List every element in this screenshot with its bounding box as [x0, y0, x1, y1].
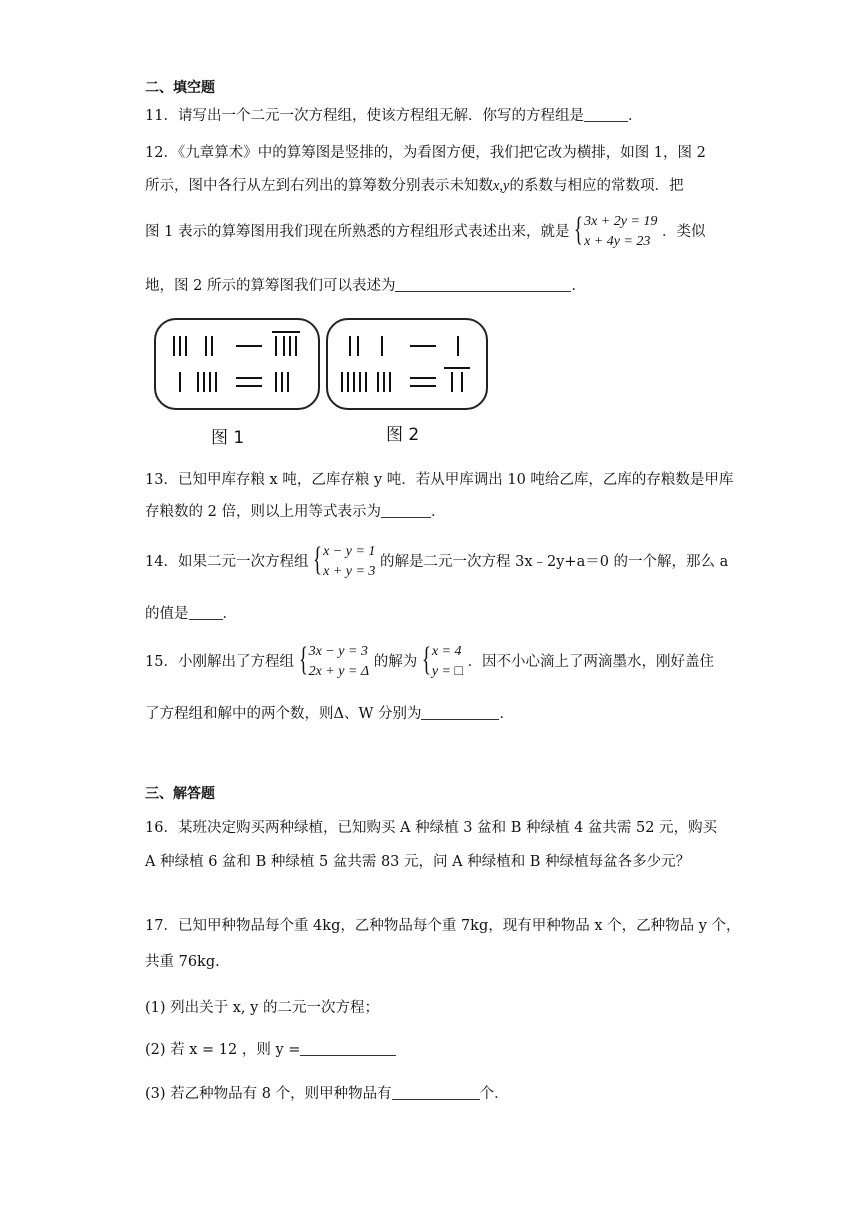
q14-line-2-text: 的值是 [145, 606, 189, 622]
q12-answer-blank[interactable] [395, 277, 571, 292]
q14-equation-system [313, 542, 375, 582]
q13-line-2-end: ． [430, 504, 446, 520]
q11-end: ． [627, 108, 643, 124]
q12-eq-1: 3x + 2y = 19 [584, 214, 658, 229]
q14-suffix: 的解是二元一次方程 3x﹣2y+a＝0 的一个解，那么 a [380, 554, 729, 570]
brace-icon: { [574, 211, 584, 248]
q15-mid: 的解为 [373, 654, 418, 670]
q17-line-2: 共重 76kg. [145, 954, 220, 970]
q12-line-3a: 图 1 表示的算筹图用我们现在所熟悉的方程组形式表述出来，就是 [145, 224, 570, 240]
q12-line-2b: 的系数与相应的常数项．把 [509, 178, 684, 194]
q13-line-1: 13．已知甲库存粮 x 吨，乙库存粮 y 吨．若从甲库调出 10 吨给乙库，乙库的存粮数是甲库 [145, 472, 734, 488]
q17-part-2-text: (2) 若 x = 12 ，则 y = [145, 1042, 301, 1058]
q15-line-2-text: 了方程组和解中的两个数，则Δ、W 分别为 [145, 706, 422, 722]
brace-icon: { [421, 641, 431, 678]
brace-icon: { [313, 541, 323, 578]
brace-icon: { [298, 641, 308, 678]
q12-vars: x,y [493, 178, 510, 194]
q15-line-2-end: ． [499, 706, 514, 722]
q12-equation-system [574, 212, 657, 252]
q11-answer-blank[interactable] [584, 107, 628, 122]
q15-solution [422, 642, 463, 682]
section-heading-solve: 三、解答题 [145, 786, 215, 802]
q12-line-2a: 所示，图中各行从左到右列出的算筹数分别表示未知数 [145, 178, 493, 194]
q12-line-4 [145, 276, 586, 296]
q16-line-2: A 种绿植 6 盆和 B 种绿植 5 盆共需 83 元，问 A 种绿植和 B 种绿植每盆各多少元？ [145, 854, 691, 870]
figure-2-counting-rods [326, 318, 488, 413]
q14-line-2 [145, 604, 237, 624]
q12-line-4-end: ． [571, 278, 586, 294]
q16-line-1: 16．某班决定购买两种绿植，已知购买 A 种绿植 3 盆和 B 种绿植 4 盆共需 52 元，购买 [145, 820, 718, 836]
q15-eq-1: 3x − y = 3 [308, 644, 368, 659]
q14-eq-1: x − y = 1 [323, 544, 376, 559]
q14-prefix: 14．如果二元一次方程组 [145, 554, 309, 570]
q15-suffix: ．因不小心滴上了两滴墨水，刚好盖住 [467, 654, 715, 670]
q15-line-1 [145, 642, 714, 682]
section-heading-fill-in: 二、填空题 [145, 80, 215, 96]
q17-part-3-end: 个． [479, 1086, 509, 1102]
question-11 [145, 106, 642, 126]
q15-answer-blank[interactable] [421, 705, 499, 720]
q17-part-3 [145, 1084, 509, 1104]
q17-part-2-blank[interactable] [300, 1041, 396, 1056]
q14-line-1 [145, 542, 728, 582]
q13-line-2 [145, 502, 445, 522]
q15-prefix: 15．小刚解出了方程组 [145, 654, 294, 670]
q17-part-1: (1) 列出关于 x, y 的二元一次方程； [145, 1000, 379, 1016]
q17-part-3-blank[interactable] [392, 1085, 480, 1100]
q12-line-3b: ．类似 [662, 224, 706, 240]
q17-part-3-text: (3) 若乙种物品有 8 个，则甲种物品有 [145, 1086, 392, 1102]
q15-sol-1: x = 4 [431, 644, 462, 659]
figure-1-counting-rods [154, 318, 324, 413]
q17-line-1: 17．已知甲种物品每个重 4kg，乙种物品每个重 7kg，现有甲种物品 x 个，乙种物品 y 个， [145, 918, 741, 934]
q15-eq-2: 2x + y = Δ [308, 664, 370, 679]
q15-sol-2: y = □ [431, 664, 463, 679]
figure-2-caption: 图 2 [386, 425, 420, 445]
q15-equation-system [299, 642, 370, 682]
q11-text: 11．请写出一个二元一次方程组，使该方程组无解．你写的方程组是 [145, 108, 584, 124]
q13-line-2-text: 存粮数的 2 倍，则以上用等式表示为 [145, 504, 381, 520]
q12-line-1: 12．《九章算术》中的算筹图是竖排的，为看图方便，我们把它改为横排，如图 1，图 2 [145, 145, 706, 161]
q13-answer-blank[interactable] [381, 503, 431, 518]
q12-line-2 [145, 176, 684, 196]
q12-eq-2: x + 4y = 23 [584, 234, 651, 249]
figure-1-caption: 图 1 [211, 428, 245, 448]
q14-line-2-end: ． [222, 606, 237, 622]
q14-answer-blank[interactable] [189, 605, 223, 620]
q14-eq-2: x + y = 3 [323, 564, 376, 579]
q15-line-2 [145, 704, 514, 724]
q12-line-3 [145, 212, 706, 252]
q12-line-4-text: 地，图 2 所示的算筹图我们可以表述为 [145, 278, 396, 294]
q17-part-2 [145, 1040, 396, 1060]
